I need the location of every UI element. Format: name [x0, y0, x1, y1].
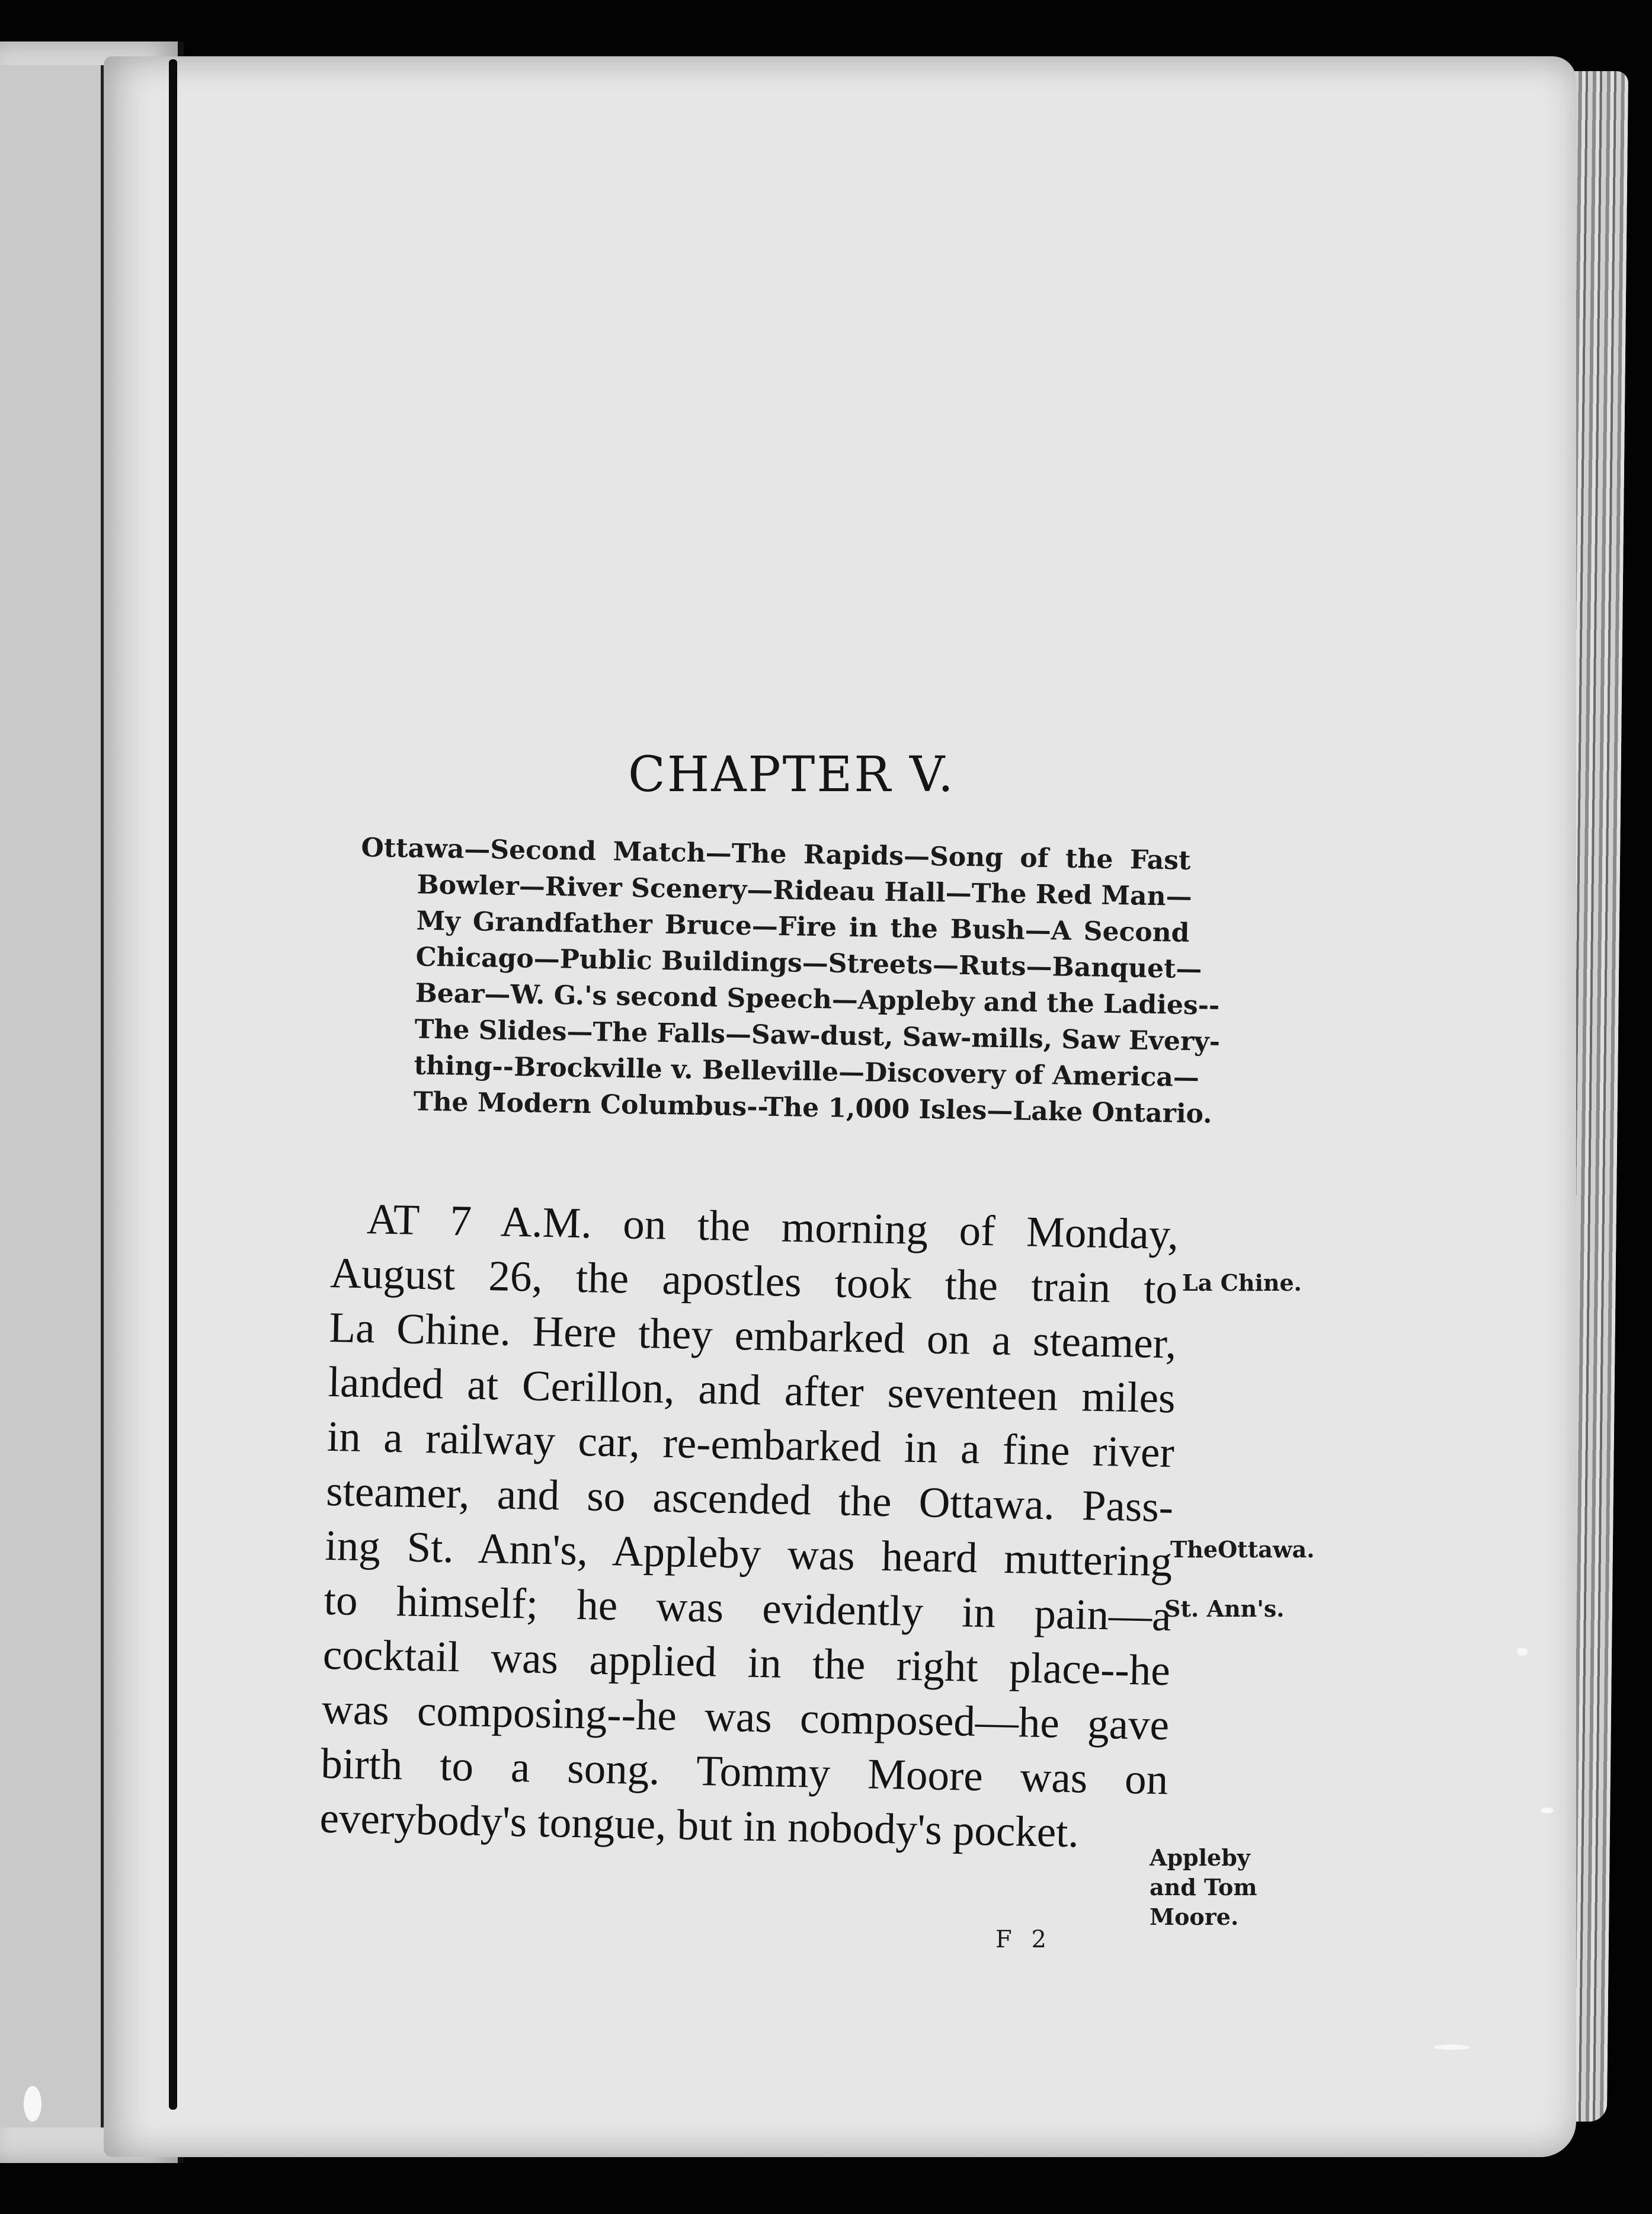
summary-line: thing--Brockville v. Belleville—Discovery of America— [414, 1050, 1200, 1093]
margin-note-st-anns: St. Ann's. [1164, 1595, 1285, 1622]
scan-speck [1517, 1647, 1528, 1656]
body-line: to himself; he was evidently in pain—a [323, 1575, 1172, 1640]
scan-speck [1541, 1807, 1554, 1813]
body-line: steamer, and so ascended the Ottawa. Pass- [325, 1466, 1174, 1531]
chapter-title: CHAPTER V. [628, 747, 955, 803]
summary-line: Ottawa—Second Match—The Rapids—Song of the Fast [361, 832, 1191, 876]
left-page-edge [0, 65, 104, 2127]
body-line: cocktail was applied in the right place--he [322, 1630, 1171, 1695]
signature-mark: F 2 [995, 1926, 1052, 1953]
body-line: La Chine. Here they embarked on a steamer, [328, 1303, 1177, 1368]
summary-line: The Slides—The Falls—Saw-dust, Saw-mills, Saw Every- [414, 1014, 1221, 1057]
summary-line: The Modern Columbus--The 1,000 Isles—Lake Ontario. [413, 1086, 1212, 1130]
body-line: ing St. Ann's, Appleby was heard muttering [324, 1521, 1173, 1586]
body-line: landed at Cerillon, and after seventeen miles [328, 1357, 1176, 1422]
chapter-summary [357, 830, 1221, 1132]
summary-line: Chicago—Public Buildings—Streets—Ruts—Banquet— [415, 942, 1202, 985]
scan-speck [24, 2086, 41, 2122]
book-gutter [169, 59, 177, 2110]
margin-note-the-ottawa: TheOttawa. [1170, 1536, 1315, 1563]
body-line: AT 7 A.M. on the morning of Monday, [366, 1195, 1179, 1259]
margin-note-appleby-tom-moore [1150, 1843, 1257, 1932]
margin-note-la-chine: La Chine. [1182, 1269, 1302, 1296]
body-line: in a railway car, re-embarked in a fine river [326, 1412, 1175, 1477]
summary-line: Bowler—River Scenery—Rideau Hall—The Red Man— [417, 869, 1193, 913]
summary-line: Bear—W. G.'s second Speech—Appleby and the Ladies-- [415, 978, 1220, 1021]
body-line: birth to a song. Tommy Moore was on [320, 1739, 1168, 1804]
body-line: everybody's tongue, but in nobody's pocket. [319, 1793, 1080, 1857]
summary-line: My Grandfather Bruce—Fire in the Bush—A Second [416, 906, 1190, 948]
body-line: August 26, the apostles took the train to [329, 1248, 1178, 1313]
margin-note-line: Moore. [1150, 1903, 1239, 1930]
scan-speck [1434, 2045, 1469, 2050]
body-text [319, 1191, 1179, 1861]
margin-note-line: Appleby [1150, 1844, 1250, 1871]
body-line: was composing--he was composed—he gave [321, 1684, 1170, 1749]
margin-note-line: and Tom [1150, 1874, 1257, 1901]
